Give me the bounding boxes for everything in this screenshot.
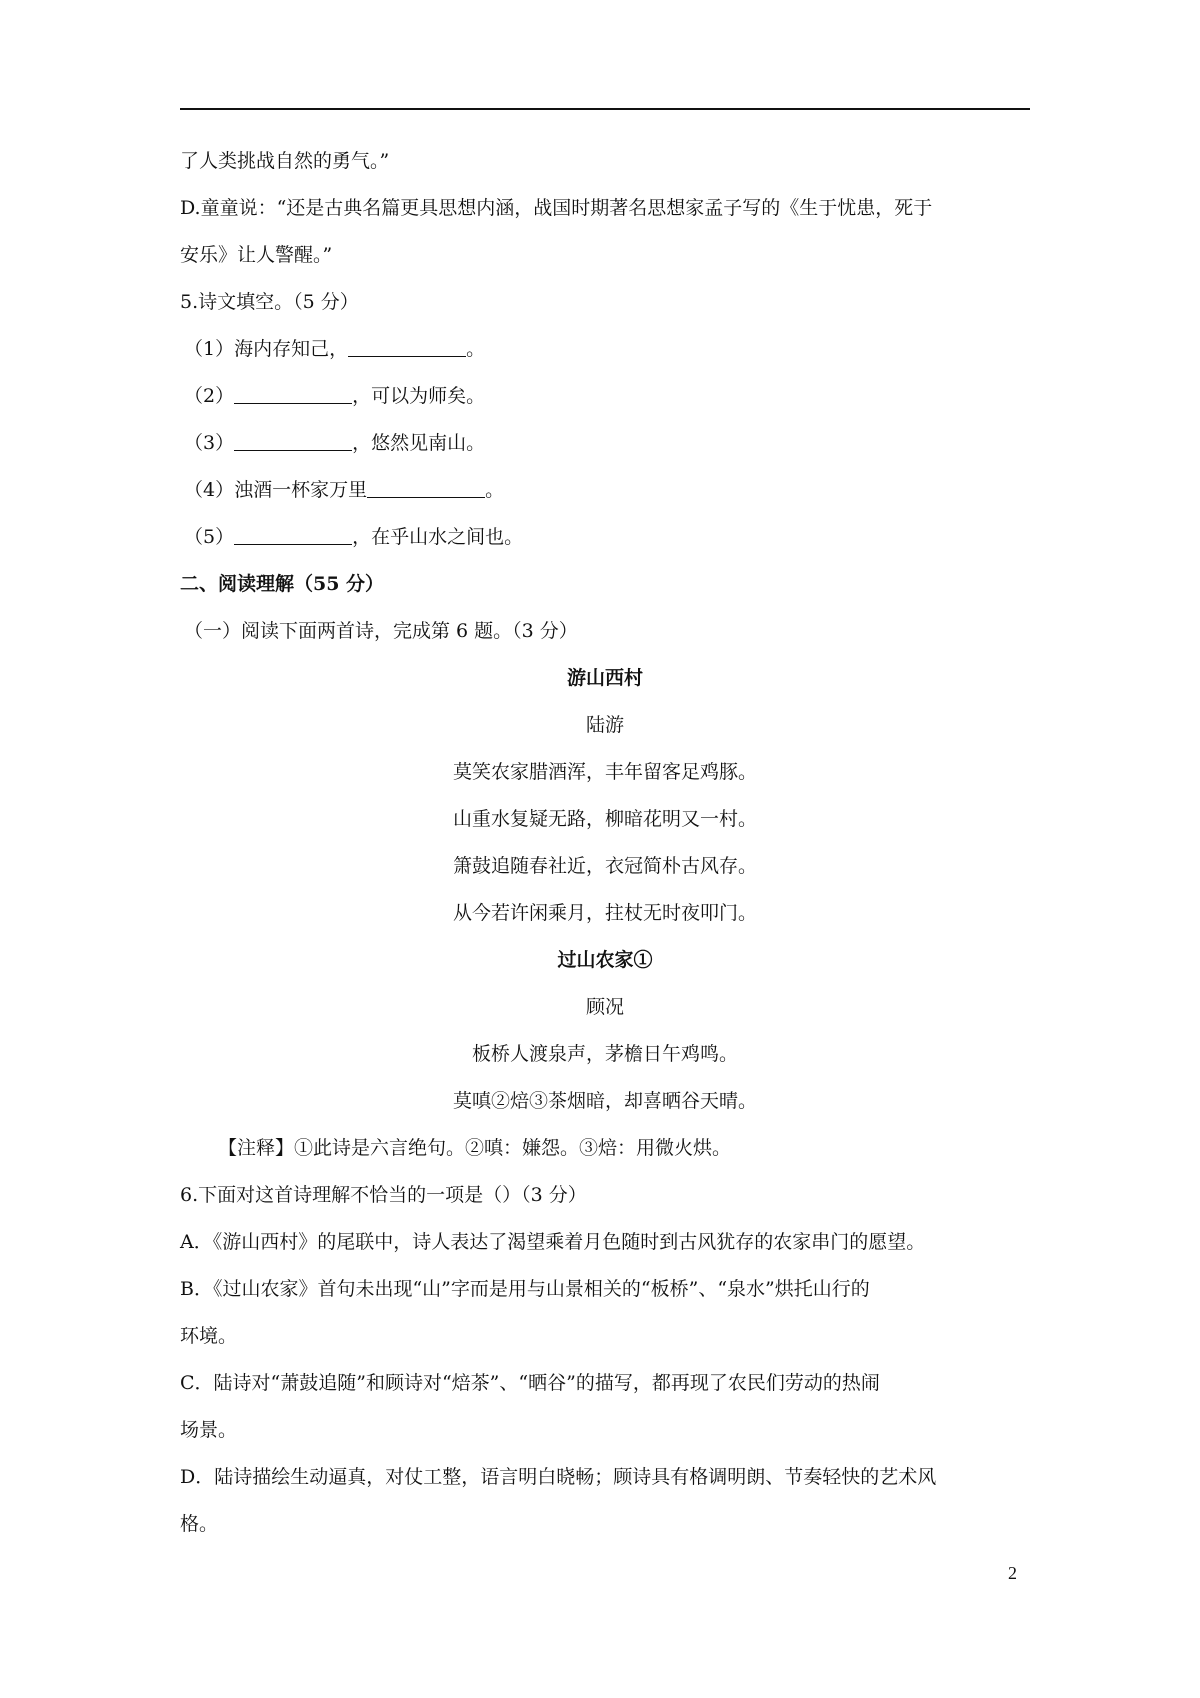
question-5-title: 5.诗文填空。（5 分） — [180, 291, 359, 313]
q6-option-b-line1: B．《过山农家》首句未出现“山”字而是用与山景相关的“板桥”、“泉水”烘托山行的 — [180, 1278, 870, 1300]
q6-option-d-line1: D．陆诗描绘生动逼真，对仗工整，语言明白晓畅；顾诗具有格调明朗、节奏轻快的艺术风 — [180, 1466, 937, 1488]
option-c-continuation: 了人类挑战自然的勇气。” — [180, 150, 390, 172]
poem1-title: 游山西村 — [566, 667, 643, 689]
fill-item-2 — [180, 373, 1030, 420]
poem1-author: 陆游 — [585, 714, 624, 736]
poem2-note: 【注释】①此诗是六言绝句。②嗔：嫌怨。③焙：用微火烘。 — [218, 1137, 732, 1159]
fill-item-4-post: 。 — [485, 479, 505, 501]
fill-blank-3[interactable] — [234, 430, 352, 451]
section-2-intro: （一）阅读下面两首诗，完成第 6 题。（3 分） — [184, 620, 578, 642]
fill-item-4-pre: （4）浊酒一杯家万里 — [184, 479, 368, 501]
fill-blank-1[interactable] — [348, 336, 466, 357]
document-body — [180, 138, 1030, 1548]
fill-blank-4[interactable] — [367, 477, 485, 498]
section-2-title: 二、阅读理解（55 分） — [180, 573, 385, 595]
fill-item-5 — [180, 514, 1030, 561]
fill-blank-5[interactable] — [234, 524, 352, 545]
fill-item-3-post: ，悠然见南山。 — [352, 432, 486, 454]
fill-item-1-pre: （1）海内存知己， — [184, 338, 349, 360]
poem2-line: 板桥人渡泉声，茅檐日午鸡鸣。 — [471, 1043, 738, 1065]
option-d-line2: 安乐》让人警醒。” — [180, 244, 333, 266]
poem1-line: 箫鼓追随春社近，衣冠简朴古风存。 — [452, 855, 757, 877]
question-6-title: 6.下面对这首诗理解不恰当的一项是（）（3 分） — [180, 1184, 587, 1206]
poem1-line: 从今若许闲乘月，拄杖无时夜叩门。 — [452, 902, 757, 924]
fill-item-3-pre: （3） — [184, 432, 235, 454]
option-d-line1: D.童童说：“还是古典名篇更具思想内涵，战国时期著名思想家孟子写的《生于忧患，死于 — [180, 197, 933, 219]
fill-item-1-post: 。 — [466, 338, 486, 360]
poem2-author: 顾况 — [585, 996, 624, 1018]
poem1-line: 山重水复疑无路，柳暗花明又一村。 — [452, 808, 757, 830]
q6-option-b-line2: 环境。 — [180, 1325, 238, 1347]
q6-option-d-line2: 格。 — [180, 1513, 219, 1535]
header-rule — [180, 108, 1030, 110]
fill-item-2-pre: （2） — [184, 385, 235, 407]
fill-item-4 — [180, 467, 1030, 514]
fill-item-3 — [180, 420, 1030, 467]
q6-option-a: A．《游山西村》的尾联中，诗人表达了渴望乘着月色随时到古风犹存的农家串门的愿望。 — [180, 1231, 926, 1253]
fill-item-5-pre: （5） — [184, 526, 235, 548]
fill-blank-2[interactable] — [234, 383, 352, 404]
poem2-title: 过山农家① — [557, 949, 653, 971]
page-number: 2 — [1008, 1563, 1017, 1583]
poem1-line: 莫笑农家腊酒浑，丰年留客足鸡豚。 — [452, 761, 757, 783]
poem2-line: 莫嗔②焙③茶烟暗，却喜晒谷天晴。 — [452, 1090, 757, 1112]
fill-item-2-post: ，可以为师矣。 — [352, 385, 486, 407]
q6-option-c-line1: C．陆诗对“萧鼓追随”和顾诗对“焙茶”、“晒谷”的描写，都再现了农民们劳动的热闹 — [180, 1372, 880, 1394]
fill-item-1 — [180, 326, 1030, 373]
fill-item-5-post: ，在乎山水之间也。 — [352, 526, 524, 548]
q6-option-c-line2: 场景。 — [180, 1419, 238, 1441]
